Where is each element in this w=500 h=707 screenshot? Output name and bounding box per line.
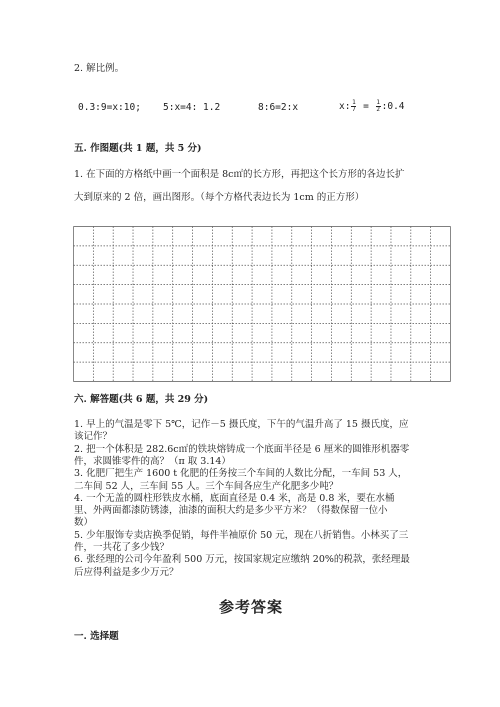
ratio-equation-2: 5:x=4: 1.2 — [163, 102, 221, 113]
question-line: 后应得利益是多少万元？ — [74, 566, 179, 578]
section-5-question-line-1: 1. 在下面的方格纸中画一个面积是 8c㎡的长方形，再把这个长方形的各边长扩 — [74, 169, 405, 180]
ratio-equation-3: 8:6=2:x — [258, 102, 299, 113]
question-line: 件，求圆锥零件的高？（π 取 3.14） — [74, 455, 231, 467]
question-line: 件，一共花了多少钱？ — [74, 542, 170, 553]
answers-subtitle: 一. 选择题 — [74, 631, 119, 642]
question-line: 4. 一个无盖的圆柱形铁皮水桶，底面直径是 0.4 米，高是 0.8 米，要在水桶 — [74, 492, 395, 504]
section-5-question-line-2: 大到原来的 2 倍，画出图形。（每个方格代表边长为 1cm 的正方形） — [74, 192, 365, 203]
ratio-equation-4: x: $\frac{1}{7}$ = $\frac{1}{2}$ :0.4 — [339, 99, 405, 113]
ratio-equation-1: 0.3:9=x:10; — [78, 102, 141, 113]
section-5-title: 五. 作图题(共 1 题，共 5 分) — [74, 143, 202, 154]
grid-paper — [73, 226, 451, 382]
answers-title: 参考答案 — [219, 598, 284, 616]
section-6-title: 六. 解答题(共 6 题，共 29 分) — [74, 394, 209, 405]
question-line: 二车间 52 人，三车间 55 人。三个车间各应生产化肥多少吨？ — [74, 480, 339, 492]
question-line: 该记作？ — [74, 431, 113, 443]
question-line: 5. 少年服饰专卖店换季促销，每件半袖原价 50 元，现在八折销售。小林买了三 — [74, 529, 409, 541]
question-line: 3. 化肥厂把生产 1600 t 化肥的任务按三个车间的人数比分配，一车间 53 人， — [74, 468, 408, 480]
question-line: 1. 早上的气温是零下 5℃，记作－5 摄氏度，下午的气温升高了 15 摄氏度，应 — [74, 419, 409, 430]
question-line: 数） — [74, 517, 94, 529]
fraction-one-half: $\frac{1}{2}$ — [376, 99, 380, 113]
ratio-heading: 2. 解比例。 — [74, 63, 125, 74]
fraction-one-seventh: $\frac{1}{7}$ — [352, 99, 356, 113]
question-line: 2. 把一个体积是 282.6c㎡的铁块熔铸成一个底面半径是 6 厘米的圆锥形机器零 — [74, 443, 410, 455]
question-line: 6. 张经理的公司今年盈利 500 万元，按国家规定应缴纳 20%的税款，张经理最 — [74, 554, 410, 566]
question-line: 里、外两面都漆防锈漆，油漆的面积大约是多少平方米？（得数保留一位小 — [74, 505, 388, 517]
